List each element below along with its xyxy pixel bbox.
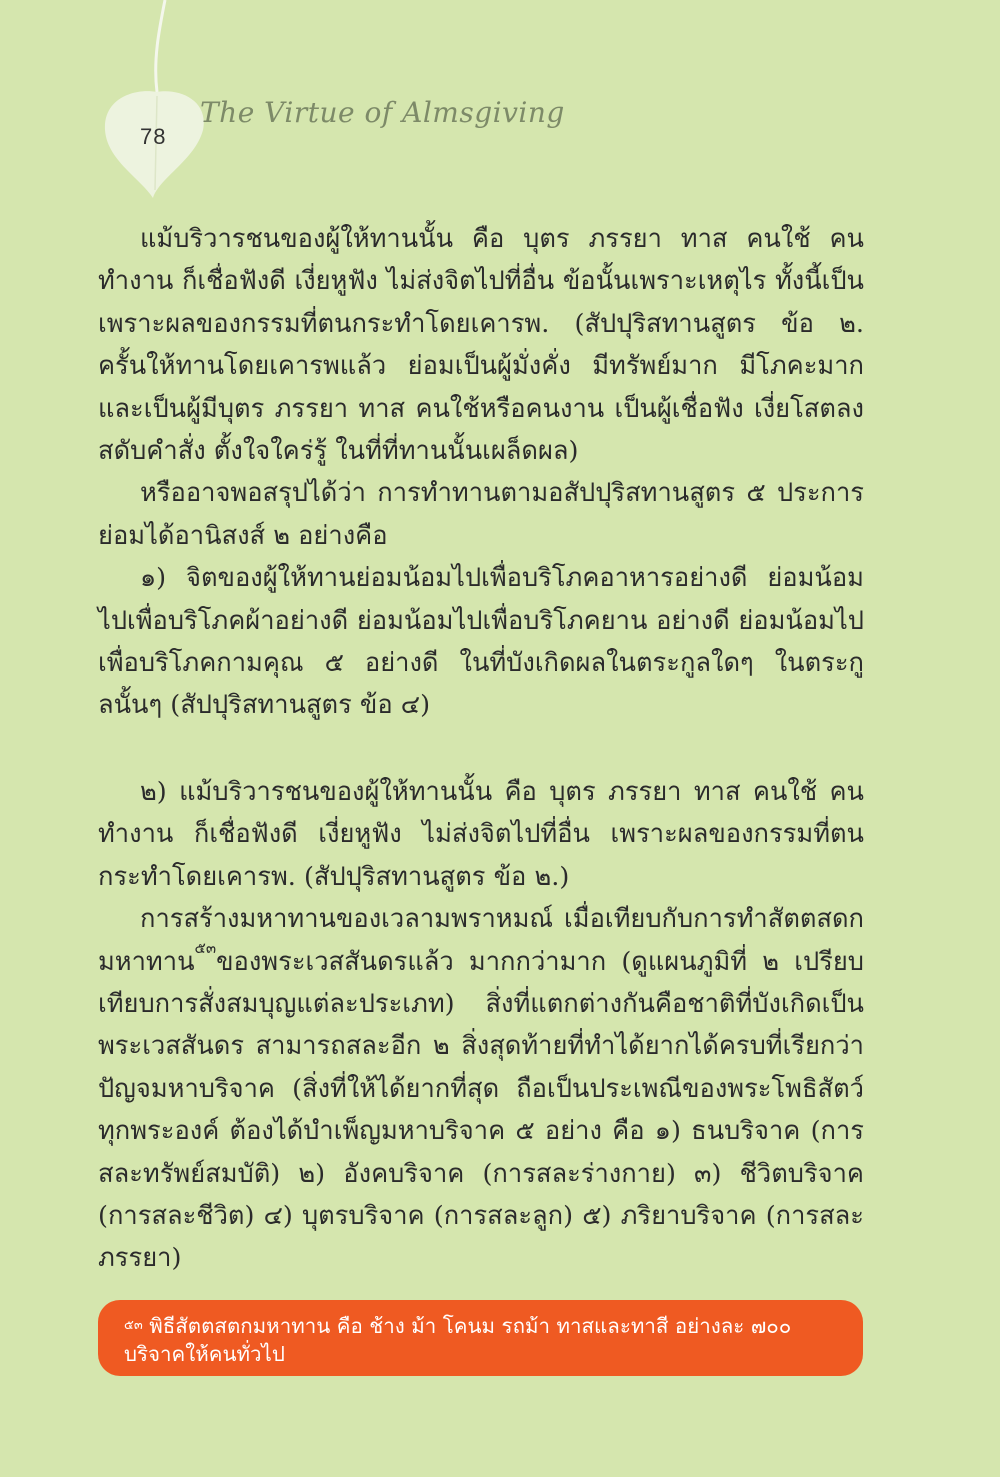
page-number: 78	[140, 124, 167, 149]
footnote-reference[interactable]: ๕๓	[194, 938, 217, 957]
paragraph-2: หรืออาจพอสรุปได้ว่า การทำทานตามอสัปปุริสทานสูตร ๕ ประการ ย่อมได้อานิสงส์ ๒ อย่างคือ	[98, 478, 864, 551]
paragraph-5-part-a: การสร้างมหาทานของเวลามพราหมณ์ เมื่อเทียบกับการทำสัตตสดกมหาทาน	[98, 904, 864, 977]
paragraph-5-part-b: ของพระเวสสันดรแล้ว มากกว่ามาก (ดูแผนภูมิที่ ๒ เปรียบเทียบการสั่งสมบุญแต่ละประเภท) สิ่งที่แตกต่างกันคือชาติที่บังเกิดเป็นพระเวสสันดร สามารถสละอีก ๒ สิ่งสุดท้ายที่ทำได้ยากได้ครบที่เรียกว่า ปัญจมหาบริจาค (สิ่งที่ให้ได้ยากที่สุด ถือเป็นประเพณีของพระโพธิสัตว์ทุกพระองค์ ต้องได้บำเพ็ญมหาบริจาค ๕ อย่าง คือ ๑) ธนบริจาค (การสละทรัพย์สมบัติ) ๒) อังคบริจาค (การสละร่างกาย) ๓) ชีวิตบริจาค (การสละชีวิต) ๔) บุตรบริจาค (การสละลูก) ๕) ภริยาบริจาค (การสละภรรยา)	[98, 946, 864, 1274]
footnote-mark: ๕๓	[124, 1318, 143, 1333]
body-text	[98, 218, 864, 1280]
paragraph-1: แม้บริวารชนของผู้ให้ทานนั้น คือ บุตร ภรรยา ทาส คนใช้ คนทำงาน ก็เชื่อฟังดี เงี่ยหูฟัง ไม่ส่งจิตไปที่อื่น ข้อนั้นเพราะเหตุไร ทั้งนี้เป็นเพราะผลของกรรมที่ตนกระทำโดยเคารพ. (สัปปุริสทานสูตร ข้อ ๒. ครั้นให้ทานโดยเคารพแล้ว ย่อมเป็นผู้มั่งคั่ง มีทรัพย์มาก มีโภคะมาก และเป็นผู้มีบุตร ภรรยา ทาส คนใช้หรือคนงาน เป็นผู้เชื่อฟัง เงี่ยโสตลงสดับคำสั่ง ตั้งใจใคร่รู้ ในที่ที่ทานนั้นเผล็ดผล)	[98, 224, 864, 467]
footnote-box	[98, 1300, 863, 1376]
bodhi-leaf-icon	[95, 0, 215, 200]
paragraph-3: ๑) จิตของผู้ให้ทานย่อมน้อมไปเพื่อบริโภคอาหารอย่างดี ย่อมน้อมไปเพื่อบริโภคผ้าอย่างดี ย่อมน้อมไปเพื่อบริโภคยาน อย่างดี ย่อมน้อมไปเพื่อบริโภคกามคุณ ๕ อย่างดี ในที่บังเกิดผลในตระกูลใดๆ ในตระกูลนั้นๆ (สัปปุริสทานสูตร ข้อ ๔)	[98, 563, 864, 721]
paragraph-gap	[98, 727, 864, 771]
paragraph-5	[98, 898, 864, 1280]
paragraph-4: ๒) แม้บริวารชนของผู้ให้ทานนั้น คือ บุตร ภรรยา ทาส คนใช้ คนทำงาน ก็เชื่อฟังดี เงี่ยหูฟัง ไม่ส่งจิตไปที่อื่น เพราะผลของกรรมที่ตนกระทำโดยเคารพ. (สัปปุริสทานสูตร ข้อ ๒.)	[98, 776, 864, 892]
footnote-text: พิธีสัตตสตกมหาทาน คือ ช้าง ม้า โคนม รถม้า ทาสและทาสี อย่างละ ๗๐๐ บริจาคให้คนทั่วไป	[124, 1314, 792, 1366]
running-title: The Virtue of Almsgiving	[200, 96, 565, 129]
